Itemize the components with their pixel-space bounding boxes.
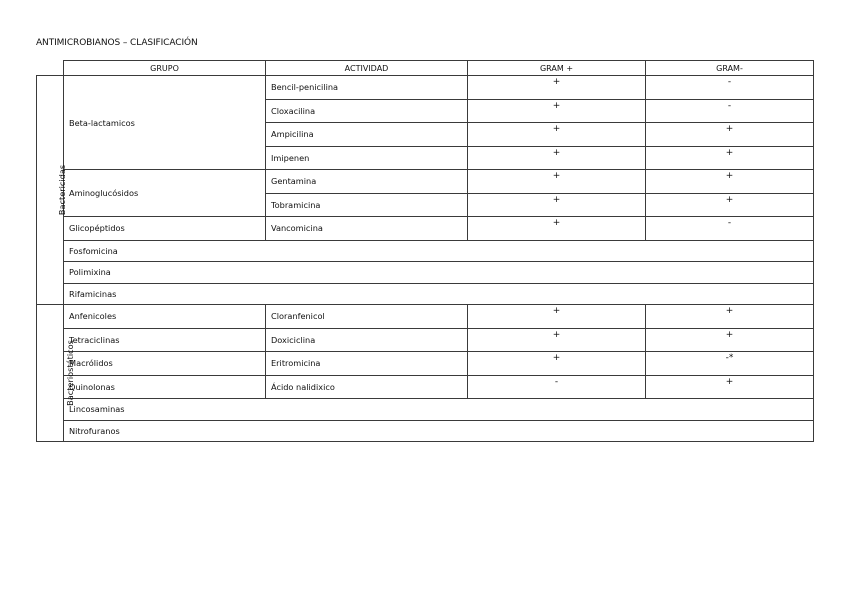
table-row — [37, 328, 814, 352]
table-row — [37, 399, 814, 421]
gram-positive-cell: + — [468, 217, 646, 241]
actividad-cell: Vancomicina — [266, 217, 468, 241]
gram-positive-cell: + — [468, 328, 646, 352]
gram-positive-cell: + — [468, 123, 646, 147]
header-grupo: GRUPO — [64, 61, 266, 76]
gram-negative-cell: + — [646, 375, 814, 399]
gram-negative-cell: + — [646, 170, 814, 194]
actividad-cell: Gentamina — [266, 170, 468, 194]
group-cell: Anfenicoles — [64, 305, 266, 329]
actividad-cell: Bencil-penicilina — [266, 76, 468, 100]
header-actividad: ACTIVIDAD — [266, 61, 468, 76]
gram-negative-cell: + — [646, 146, 814, 170]
table-row — [37, 217, 814, 241]
gram-positive-cell: + — [468, 99, 646, 123]
gram-negative-cell: -* — [646, 352, 814, 376]
section-label-bactericidas: Bactericidas — [37, 76, 64, 305]
group-cell: Quinolonas — [64, 375, 266, 399]
actividad-cell: Ampicilina — [266, 123, 468, 147]
table-row — [37, 352, 814, 376]
gram-positive-cell: + — [468, 146, 646, 170]
gram-negative-cell: - — [646, 99, 814, 123]
header-gram-positive: GRAM + — [468, 61, 646, 76]
table-row — [37, 283, 814, 305]
group-cell: Polimixina — [64, 262, 814, 284]
gram-positive-cell: + — [468, 352, 646, 376]
group-cell: Aminoglucósidos — [64, 170, 266, 217]
table-row — [37, 170, 814, 194]
group-cell: Rifamicinas — [64, 283, 814, 305]
gram-positive-cell: + — [468, 305, 646, 329]
actividad-cell: Cloxacilina — [266, 99, 468, 123]
group-cell: Lincosaminas — [64, 399, 814, 421]
table-row — [37, 76, 814, 100]
group-cell: Beta-lactamicos — [64, 76, 266, 170]
gram-negative-cell: - — [646, 217, 814, 241]
gram-negative-cell: + — [646, 123, 814, 147]
table-header-row — [37, 61, 814, 76]
gram-negative-cell: + — [646, 305, 814, 329]
actividad-cell: Doxiciclina — [266, 328, 468, 352]
header-blank-cell — [37, 61, 64, 76]
actividad-cell: Ácido nalidixico — [266, 375, 468, 399]
classification-table — [36, 60, 814, 442]
table-row — [37, 262, 814, 284]
header-gram-negative: GRAM- — [646, 61, 814, 76]
gram-positive-cell: + — [468, 193, 646, 217]
group-cell: Tetraciclinas — [64, 328, 266, 352]
table-row — [37, 420, 814, 442]
gram-positive-cell: + — [468, 76, 646, 100]
actividad-cell: Eritromicina — [266, 352, 468, 376]
gram-negative-cell: - — [646, 76, 814, 100]
gram-positive-cell: + — [468, 170, 646, 194]
gram-negative-cell: + — [646, 328, 814, 352]
table-row — [37, 375, 814, 399]
gram-positive-cell: - — [468, 375, 646, 399]
group-cell: Fosfomicina — [64, 240, 814, 262]
group-cell: Nitrofuranos — [64, 420, 814, 442]
actividad-cell: Imipenen — [266, 146, 468, 170]
section-label-bacteriostaticos: Bacteriostáticos — [37, 305, 64, 442]
actividad-cell: Tobramicina — [266, 193, 468, 217]
document-title: ANTIMICROBIANOS – CLASIFICACIÓN — [36, 38, 198, 48]
group-cell: Macrólidos — [64, 352, 266, 376]
table-row — [37, 305, 814, 329]
table-row — [37, 240, 814, 262]
group-cell: Glicopéptidos — [64, 217, 266, 241]
gram-negative-cell: + — [646, 193, 814, 217]
actividad-cell: Cloranfenicol — [266, 305, 468, 329]
